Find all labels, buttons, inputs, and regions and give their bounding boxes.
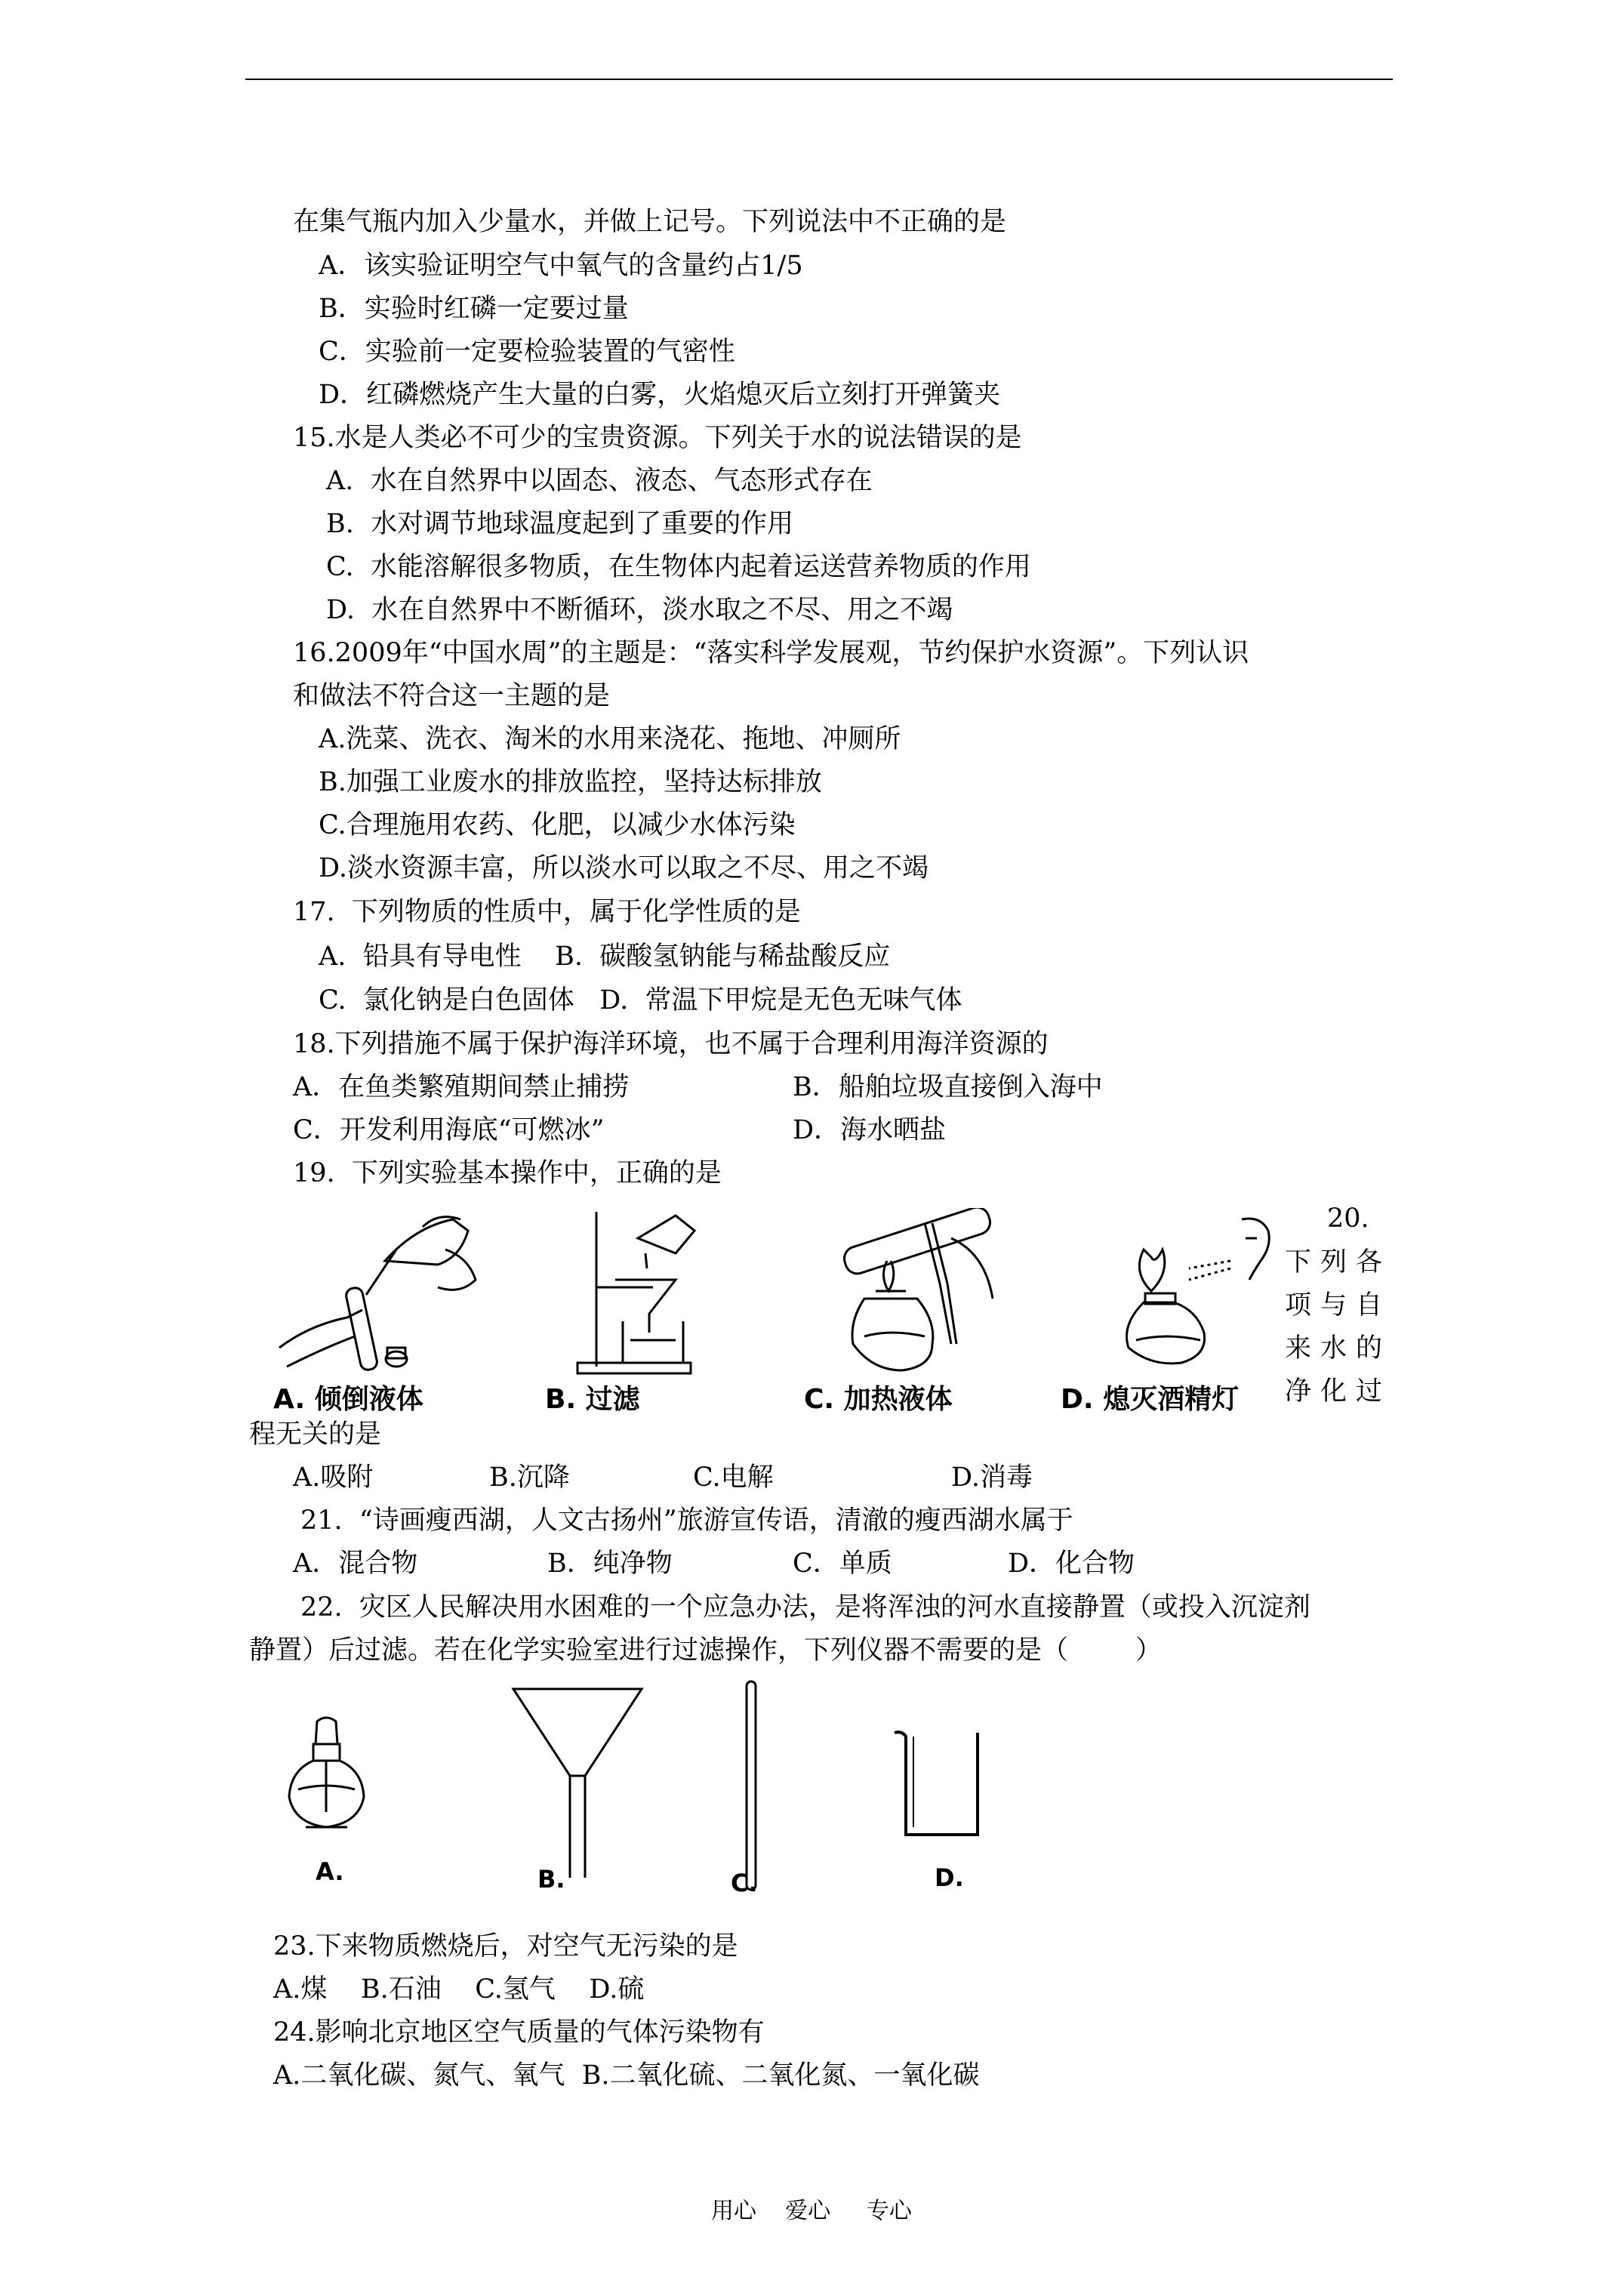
- q15-option-d: D. 水在自然界中不断循环，淡水取之不尽、用之不竭: [326, 595, 953, 625]
- q19-caption-a: A. 倾倒液体: [273, 1384, 423, 1415]
- q22-label-c: C.: [731, 1869, 758, 1897]
- extinguishing-lamp-figure: [1098, 1204, 1287, 1374]
- q14-option-c: C．实验前一定要检验装置的气密性: [319, 337, 735, 367]
- q22-label-d: D.: [935, 1863, 964, 1892]
- q20-option-d: D.消毒: [951, 1462, 1033, 1493]
- filtration-figure: [562, 1208, 706, 1378]
- q20-side-line5: 净化过: [1285, 1376, 1392, 1407]
- q16-option-b: B.加强工业废水的排放监控，坚持达标排放: [319, 767, 822, 797]
- q18-option-b: B．船舶垃圾直接倒入海中: [793, 1072, 1103, 1102]
- q16-stem-line1: 16.2009年“中国水周”的主题是：“落实科学发展观，节约保护水资源”。下列认识: [293, 638, 1249, 668]
- funnel-figure: [510, 1685, 645, 1881]
- q15-option-a: A. 水在自然界中以固态、液态、气态形式存在: [326, 466, 873, 496]
- q20-option-a: A.吸附: [293, 1462, 374, 1493]
- q14-option-b: B．实验时红磷一定要过量: [319, 294, 629, 324]
- q23-stem: 23.下来物质燃烧后，对空气无污染的是: [273, 1931, 738, 1962]
- q21-option-a: A．混合物: [293, 1549, 418, 1579]
- page-footer: 用心 爱心 专心: [711, 2198, 912, 2224]
- q16-stem-line2: 和做法不符合这一主题的是: [293, 681, 611, 711]
- q20-side-line2: 下列各: [1285, 1247, 1392, 1277]
- q21-option-b: B．纯净物: [547, 1549, 673, 1579]
- q19-caption-b: B. 过滤: [545, 1384, 640, 1415]
- q20-option-c: C.电解: [693, 1462, 774, 1493]
- q17-options-cd: C. 氯化钠是白色固体 D. 常温下甲烷是无色无味气体: [319, 985, 962, 1015]
- q17-stem: 17. 下列物质的性质中，属于化学性质的是: [293, 897, 801, 927]
- beaker-figure: [891, 1729, 985, 1842]
- alcohol-lamp-figure: [283, 1714, 370, 1846]
- q15-option-b: B. 水对调节地球温度起到了重要的作用: [326, 509, 794, 539]
- q19-stem: 19. 下列实验基本操作中，正确的是: [293, 1158, 722, 1188]
- q23-options: A.煤 B.石油 C.氢气 D.硫: [273, 1974, 645, 2005]
- q18-option-a: A．在鱼类繁殖期间禁止捕捞: [293, 1072, 630, 1102]
- q15-option-c: C. 水能溶解很多物质，在生物体内起着运送营养物质的作用: [326, 552, 1031, 582]
- q14-option-d: D．红磷燃烧产生大量的白雾，火焰熄灭后立刻打开弹簧夹: [319, 380, 1001, 410]
- q16-option-a: A.洗菜、洗衣、淘米的水用来浇花、拖地、冲厕所: [319, 724, 901, 754]
- q14-continuation: 在集气瓶内加入少量水，并做上记号。下列说法中不正确的是: [293, 207, 1007, 237]
- q22-label-b: B.: [537, 1865, 565, 1894]
- q17-options-ab: A. 铅具有导电性 B. 碳酸氢钠能与稀盐酸反应: [319, 942, 891, 972]
- q19-caption-d: D. 熄灭酒精灯: [1061, 1384, 1240, 1415]
- q14-option-a: A．该实验证明空气中氧气的含量约占1/5: [319, 251, 803, 281]
- q15-stem: 15.水是人类必不可少的宝贵资源。下列关于水的说法错误的是: [293, 423, 1022, 453]
- q18-option-d: D．海水晒盐: [793, 1115, 947, 1145]
- header-rule: [245, 79, 1393, 80]
- q21-option-c: C．单质: [793, 1549, 892, 1579]
- q24-stem: 24.影响北京地区空气质量的气体污染物有: [273, 2017, 765, 2048]
- q16-option-c: C.合理施用农药、化肥，以减少水体污染: [319, 810, 796, 840]
- q24-options: A.二氧化碳、氮气、氧气 B.二氧化硫、二氧化氮、一氧化碳: [273, 2060, 980, 2091]
- q20-side-line3: 项与自: [1285, 1290, 1392, 1321]
- q22-stem-line2: 静置）后过滤。若在化学实验室进行过滤操作，下列仪器不需要的是（ ）: [249, 1635, 1163, 1666]
- q16-option-d: D.淡水资源丰富，所以淡水可以取之不尽、用之不竭: [319, 853, 929, 883]
- q22-stem-line1: 22. 灾区人民解决用水困难的一个应急办法，是将浑浊的河水直接静置（或投入沉淀剂: [300, 1592, 1310, 1623]
- q20-side-line4: 来水的: [1285, 1333, 1392, 1364]
- q22-label-a: A.: [316, 1857, 344, 1886]
- pouring-liquid-figure: [264, 1204, 491, 1378]
- glass-rod-figure: [744, 1680, 759, 1891]
- q20-option-b: B.沉降: [489, 1462, 570, 1493]
- q21-stem: 21. “诗画瘦西湖，人文古扬州”旅游宣传语，清澈的瘦西湖水属于: [300, 1505, 1073, 1536]
- q18-option-c: C．开发利用海底“可燃冰”: [293, 1115, 605, 1145]
- q20-continuation: 程无关的是: [249, 1419, 382, 1450]
- q19-caption-c: C. 加热液体: [804, 1384, 953, 1415]
- q20-side-line1: 20.: [1327, 1203, 1369, 1234]
- heating-liquid-figure: [819, 1208, 1019, 1378]
- q18-stem: 18.下列措施不属于保护海洋环境，也不属于合理利用海洋资源的: [293, 1029, 1049, 1059]
- q21-option-d: D．化合物: [1008, 1549, 1135, 1579]
